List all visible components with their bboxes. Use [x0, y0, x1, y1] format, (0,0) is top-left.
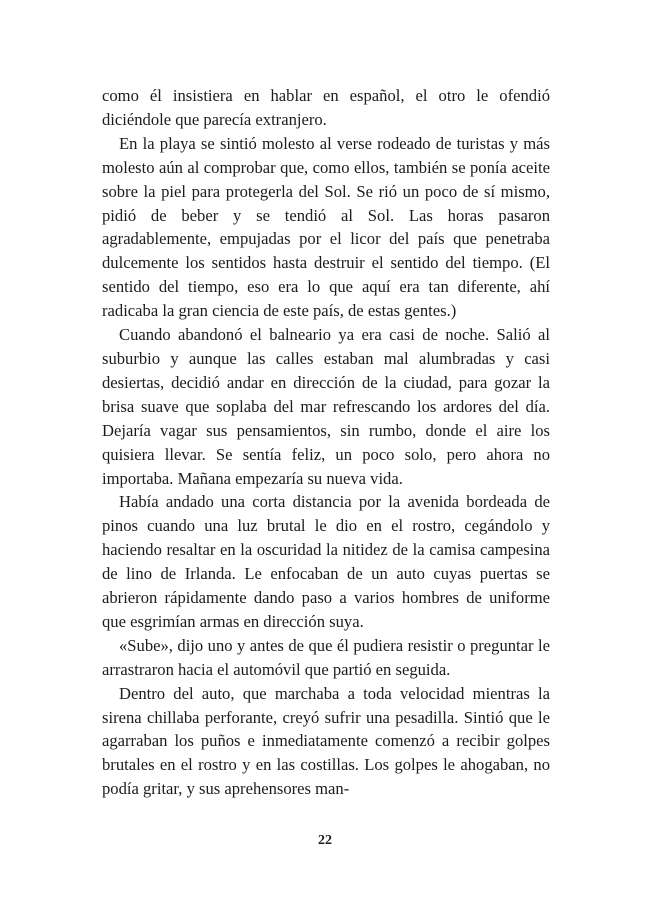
- paragraph: En la playa se sintió molesto al verse rodeado de turistas y más molesto aún al comprobar que, como ellos, también se ponía aceite sobre la piel para protegerla del Sol. Se rió un poco de sí mismo, pidió de beber y se tendió al Sol. Las horas pasaron agradablemente, empujadas por el licor del país que penetraba dulcemente los sentidos hasta destruir el sentido del tiempo. (El sentido del tiempo, eso era lo que aquí era tan diferente, ahí radicaba la gran ciencia de este país, de estas gentes.): [102, 133, 550, 321]
- paragraph: Cuando abandonó el balneario ya era casi de noche. Salió al suburbio y aunque las calles estaban mal alumbradas y casi desiertas, decidió andar en dirección de la ciudad, para gozar la brisa suave que soplaba del mar refrescando los ardores del día. Dejaría vagar sus pensamientos, sin rumbo, donde el aire los quisiera llevar. Se sentía feliz, un poco solo, pero ahora no importaba. Mañana empezaría su nueva vida.: [102, 325, 550, 488]
- paragraph: Había andado una corta distancia por la avenida bordeada de pinos cuando una luz brutal le dio en el rostro, cegándolo y haciendo resaltar en la oscuridad la nitidez de la camisa campesina de lino de Irlanda. Le enfocaban de un auto cuyas puertas se abrieron rápidamente dando paso a varios hombres de uniforme que esgrimían armas en dirección suya.: [102, 492, 550, 631]
- paragraph: como él insistiera en hablar en español, el otro le ofendió diciéndole que parecía extranjero.: [102, 86, 550, 129]
- page-number: 22: [318, 833, 332, 848]
- paragraph: «Sube», dijo uno y antes de que él pudiera resistir o preguntar le arrastraron hacia el automóvil que partió en seguida.: [102, 635, 550, 679]
- body-text: [102, 84, 550, 801]
- paragraph: Dentro del auto, que marchaba a toda velocidad mientras la sirena chillaba perforante, creyó sufrir una pesadilla. Sintió que le agarraban los puños e inmediatamente comenzó a recibir golpes brutales en el rostro y en las costillas. Los golpes le ahogaban, no podía gritar, y sus aprehensores man-: [102, 683, 550, 799]
